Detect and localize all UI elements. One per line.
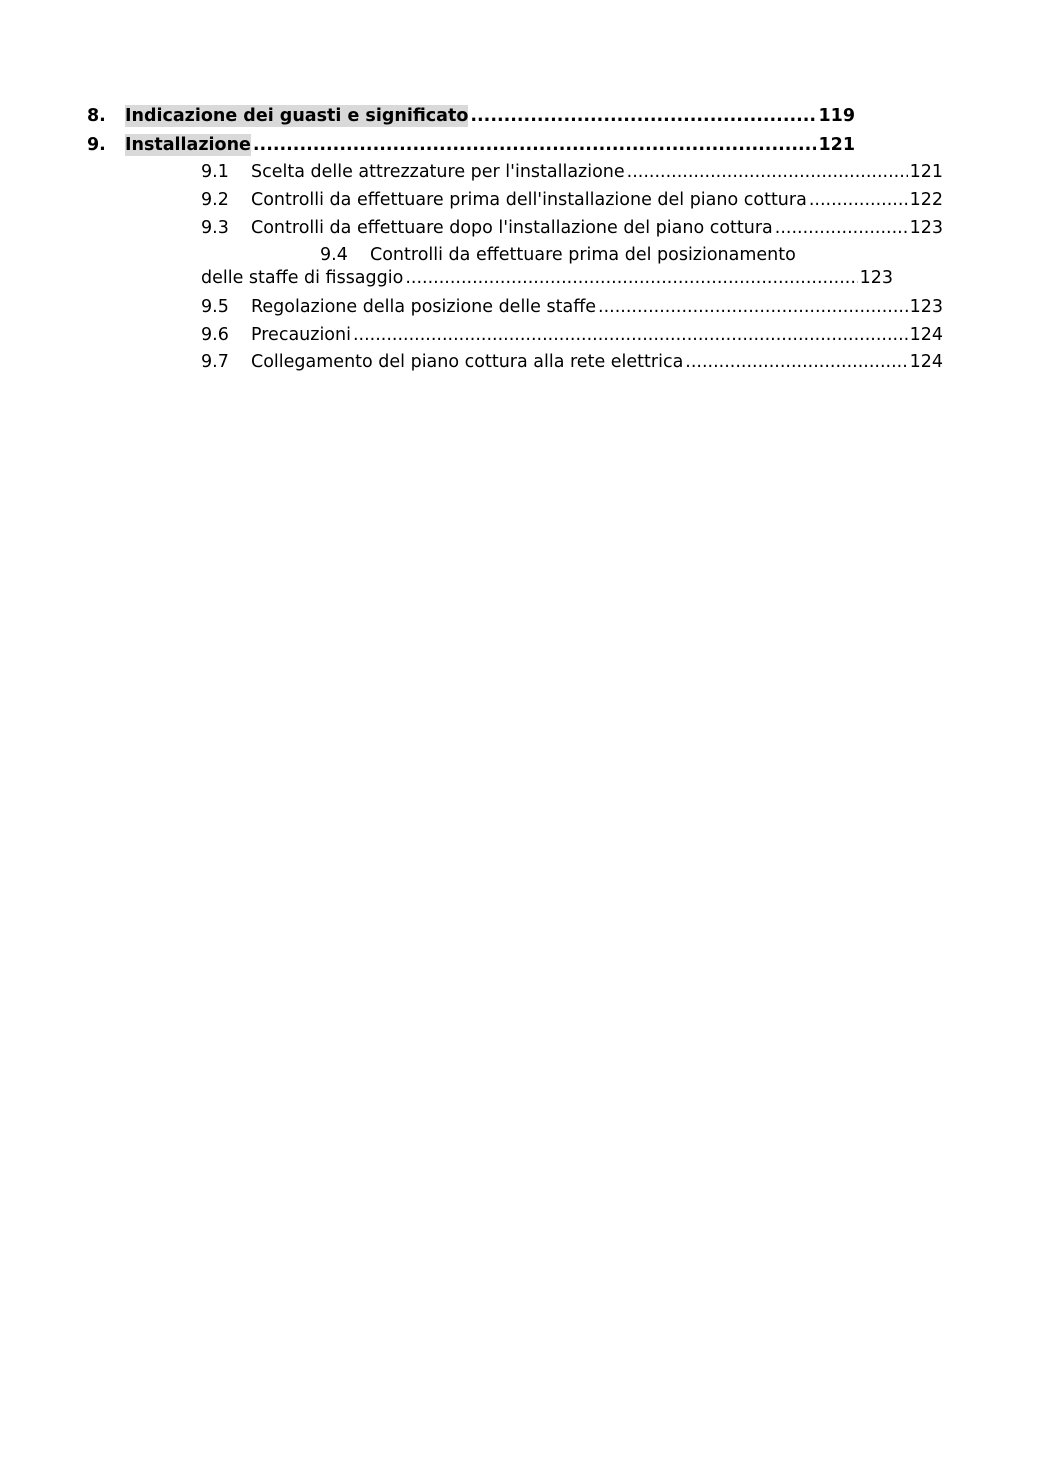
toc-page-number: 119 — [818, 106, 855, 126]
toc-chapter-number: 8. — [87, 106, 106, 126]
toc-section-9-7[interactable] — [201, 351, 943, 373]
toc-leader-dots — [809, 189, 908, 211]
toc-section-number: 9.2 — [201, 190, 229, 210]
toc-section-title[interactable]: Controlli da effettuare dopo l'installazione del piano cottura — [251, 218, 773, 238]
toc-page-number: 124 — [909, 325, 943, 345]
toc-page-number: 123 — [909, 218, 943, 238]
toc-chapter-9[interactable] — [87, 134, 855, 156]
toc-section-number: 9.7 — [201, 352, 229, 372]
toc-section-title[interactable]: Controlli da effettuare prima dell'installazione del piano cottura — [251, 190, 807, 210]
toc-section-9-3[interactable] — [201, 217, 943, 239]
toc-chapter-title[interactable]: Installazione — [125, 135, 251, 155]
toc-leader-dots — [405, 267, 857, 289]
toc-leader-dots — [353, 324, 908, 346]
toc-page-number: 123 — [859, 268, 893, 288]
toc-leader-dots — [470, 105, 816, 127]
toc-section-9-1[interactable] — [201, 161, 943, 183]
toc-section-number: 9.1 — [201, 162, 229, 182]
toc-page-number: 124 — [909, 352, 943, 372]
toc-section-9-2[interactable] — [201, 189, 943, 211]
toc-page-number: 121 — [818, 135, 855, 155]
toc-leader-dots — [685, 351, 907, 373]
toc-leader-dots — [627, 161, 908, 183]
toc-chapter-8[interactable] — [87, 105, 855, 127]
toc-section-9-4-line2[interactable] — [201, 267, 893, 289]
toc-section-9-4-line1[interactable] — [320, 244, 796, 266]
toc-section-title-continued[interactable]: delle staffe di fissaggio — [201, 268, 404, 288]
toc-chapter-number: 9. — [87, 135, 106, 155]
toc-leader-dots — [253, 134, 817, 156]
toc-section-title[interactable]: Precauzioni — [251, 325, 351, 345]
toc-chapter-title[interactable]: Indicazione dei guasti e significato — [125, 106, 469, 126]
toc-section-title[interactable]: Scelta delle attrezzature per l'installazione — [251, 162, 625, 182]
toc-page-number: 121 — [909, 162, 943, 182]
toc-page-number: 123 — [909, 297, 943, 317]
toc-section-title[interactable]: Regolazione della posizione delle staffe — [251, 297, 597, 317]
toc-page-number: 122 — [909, 190, 943, 210]
toc-section-9-5[interactable] — [201, 296, 943, 318]
toc-section-title[interactable]: Collegamento del piano cottura alla rete elettrica — [251, 352, 684, 372]
toc-section-title[interactable]: Controlli da effettuare prima del posizionamento — [370, 245, 796, 265]
toc-section-number: 9.4 — [320, 245, 348, 265]
toc-leader-dots — [598, 296, 908, 318]
toc-section-number: 9.5 — [201, 297, 229, 317]
toc-section-number: 9.3 — [201, 218, 229, 238]
toc-section-number: 9.6 — [201, 325, 229, 345]
toc-leader-dots — [775, 217, 908, 239]
toc-section-9-6[interactable] — [201, 324, 943, 346]
